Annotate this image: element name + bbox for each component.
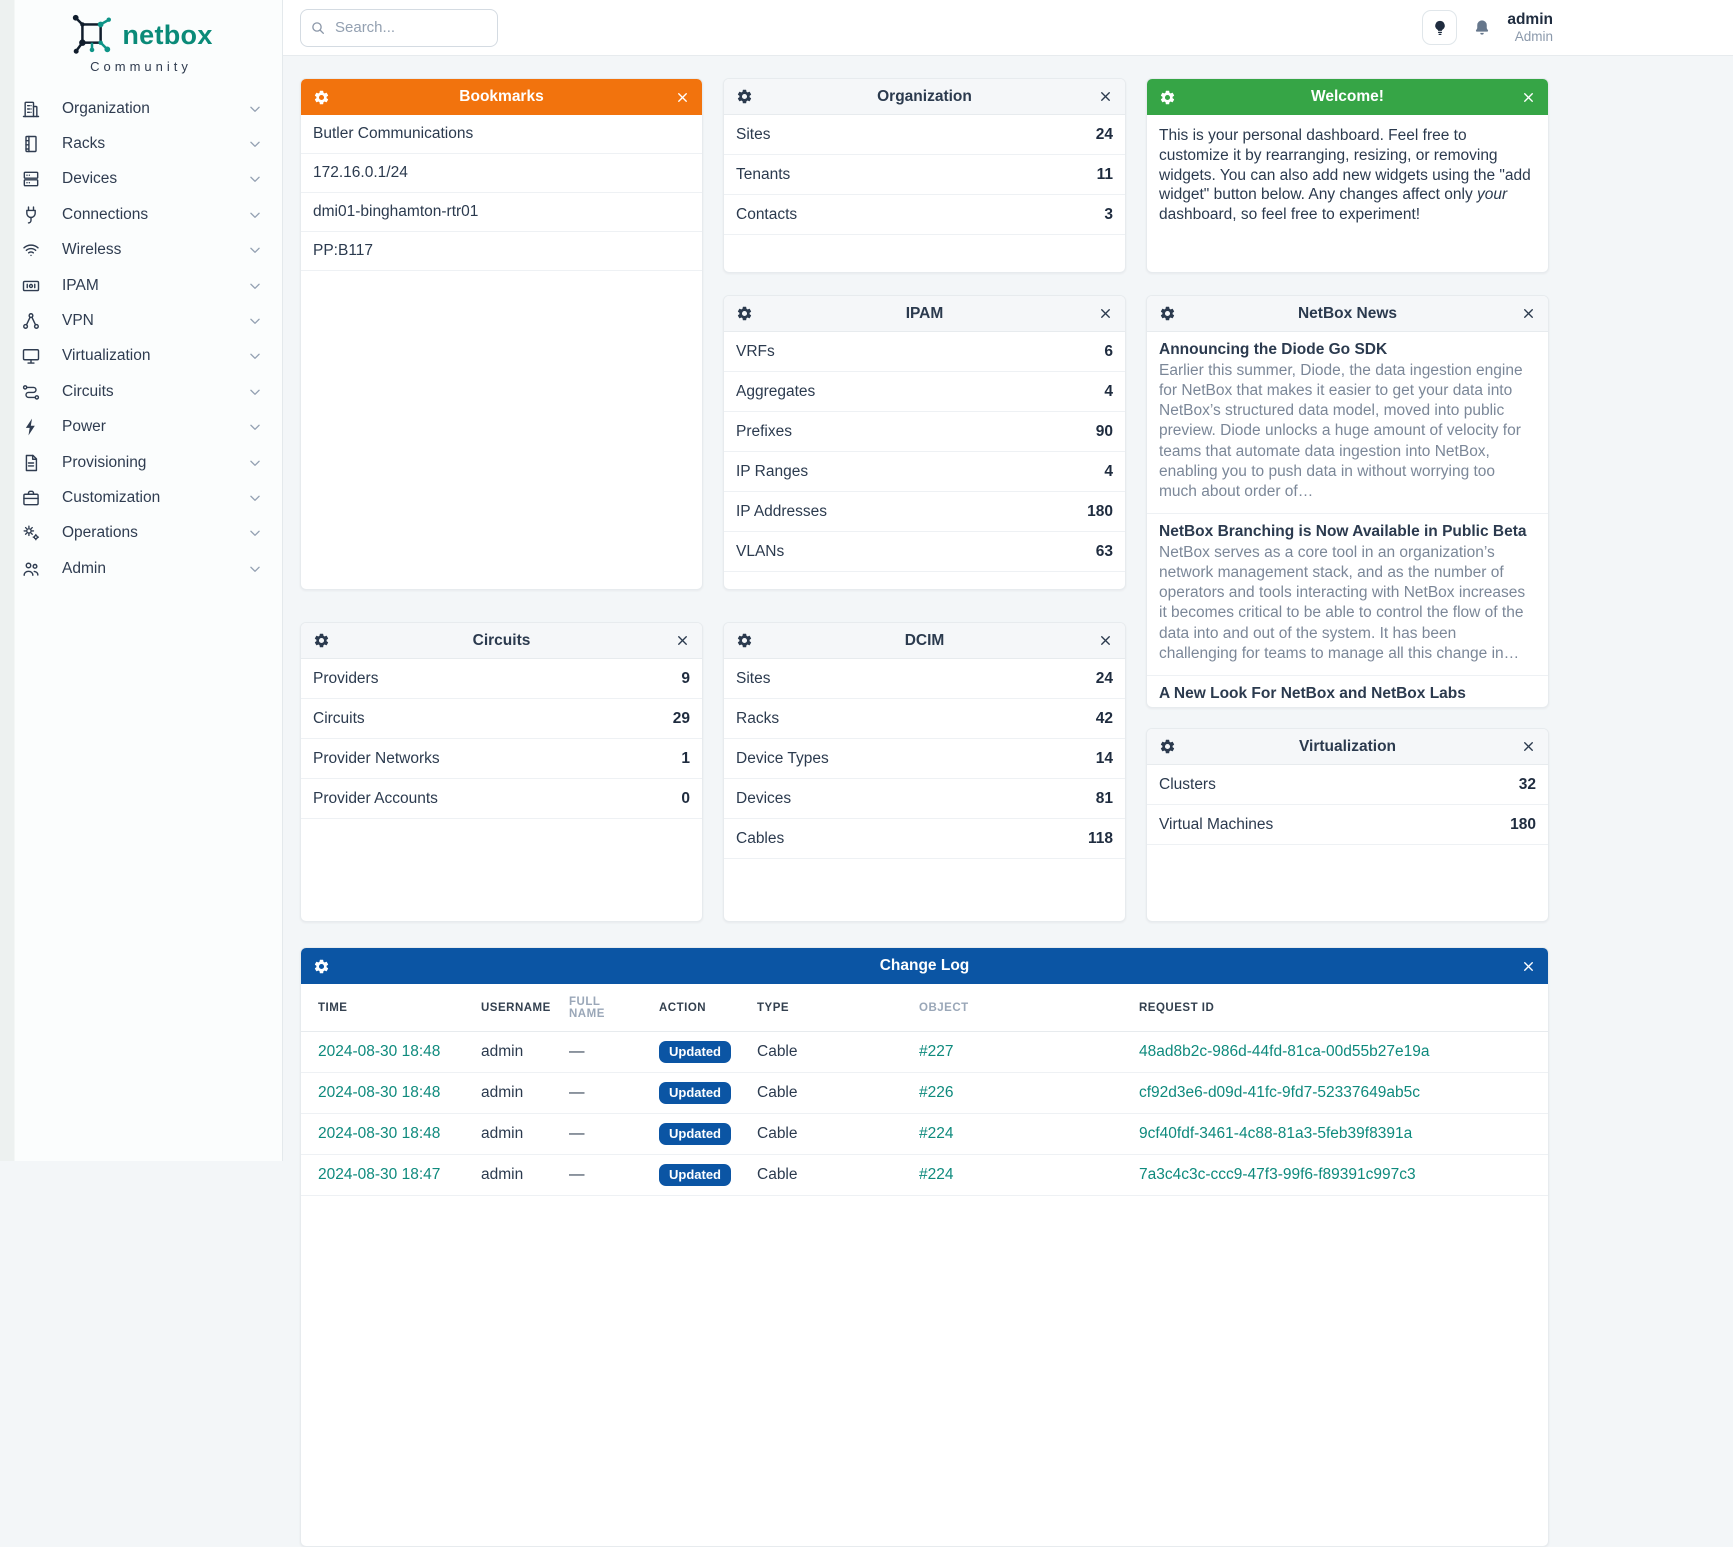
sidebar-item[interactable] <box>0 233 282 268</box>
widget-title: Circuits <box>472 631 531 649</box>
ipam-icon <box>21 276 41 296</box>
stat-label[interactable]: Aggregates <box>736 382 816 400</box>
stat-list <box>301 659 702 819</box>
sidebar-item[interactable] <box>0 551 282 586</box>
chevron-down-icon <box>248 420 262 434</box>
stat-row <box>724 739 1125 779</box>
stat-list <box>724 115 1125 235</box>
stat-label[interactable]: Device Types <box>736 749 829 767</box>
widget-header <box>724 623 1125 659</box>
column-header: FULL NAME <box>559 984 649 1032</box>
sidebar-item-label: Provisioning <box>62 453 147 471</box>
column-header: USERNAME <box>471 984 559 1032</box>
stat-row <box>724 155 1125 195</box>
widget-title: Virtualization <box>1298 737 1397 755</box>
sidebar-item[interactable] <box>0 162 282 197</box>
gear-icon[interactable] <box>736 305 753 322</box>
sidebar-item-label: Devices <box>62 170 118 188</box>
widget-header <box>724 296 1125 332</box>
widget-title: Change Log <box>879 957 970 974</box>
action-badge: Updated <box>659 1164 731 1186</box>
object-link[interactable]: #224 <box>919 1125 954 1142</box>
widget-bookmarks <box>300 78 703 590</box>
stat-value: 29 <box>672 709 690 727</box>
object-link[interactable]: #226 <box>919 1084 954 1101</box>
widget-dcim <box>723 622 1126 922</box>
sidebar-item-label: Racks <box>62 135 106 153</box>
stat-value: 9 <box>681 669 690 687</box>
operations-icon <box>21 523 41 543</box>
widget-header <box>1147 729 1548 765</box>
sidebar-item[interactable] <box>0 516 282 551</box>
stat-value: 1 <box>681 749 690 767</box>
widget-title: NetBox News <box>1297 304 1398 322</box>
chevron-down-icon <box>248 456 262 470</box>
stat-row <box>301 739 702 779</box>
bookmark-link[interactable]: PP:B117 <box>301 232 702 271</box>
widget-change-log <box>300 947 1549 1547</box>
sidebar-item-label: Power <box>62 418 106 436</box>
widget-circuits <box>300 622 703 922</box>
news-item <box>1147 676 1548 708</box>
stat-value: 11 <box>1096 165 1113 183</box>
power-icon <box>21 417 41 437</box>
type-cell: Cable <box>747 1155 909 1196</box>
action-badge: Updated <box>659 1041 731 1063</box>
news-list <box>1147 332 1548 708</box>
stat-value: 0 <box>681 789 690 807</box>
sidebar-item[interactable] <box>0 197 282 232</box>
stat-row <box>301 659 702 699</box>
stat-label[interactable]: Provider Accounts <box>313 789 438 807</box>
stat-value: 24 <box>1095 125 1113 143</box>
type-cell: Cable <box>747 1032 909 1073</box>
sidebar-item-label: Customization <box>62 488 161 506</box>
admin-icon <box>21 559 41 579</box>
stat-value: 4 <box>1104 462 1113 480</box>
stat-value: 81 <box>1095 789 1113 807</box>
stat-row <box>301 699 702 739</box>
sidebar-item[interactable] <box>0 410 282 445</box>
chevron-down-icon <box>248 243 262 257</box>
sidebar-item-label: Wireless <box>62 241 122 259</box>
sidebar-item[interactable] <box>0 374 282 409</box>
news-summary: Earlier this summer, Diode, the data ingestion engine for NetBox that makes it easier to get your data into NetBox’s structured data model, moved into public preview. Diode unlocks a huge amount of velocity for teams that automate data ingestion into NetBox, enabling you to push data in without worrying too much about order of… <box>1159 362 1523 500</box>
news-headline-link[interactable]: A New Look For NetBox and NetBox Labs <box>1159 684 1466 702</box>
full-name-cell: — <box>559 1155 649 1196</box>
stat-label[interactable]: Providers <box>313 669 379 687</box>
stat-row <box>724 452 1125 492</box>
chevron-down-icon <box>248 526 262 540</box>
brand-name: netbox <box>122 19 213 50</box>
stat-value: 42 <box>1095 709 1113 727</box>
stat-label[interactable]: Sites <box>736 125 771 143</box>
column-header: TIME <box>301 984 471 1032</box>
widget-header <box>724 79 1125 115</box>
close-icon[interactable] <box>1098 89 1113 104</box>
sidebar-item-label: Connections <box>62 205 149 223</box>
sidebar-item[interactable] <box>0 268 282 303</box>
stat-label[interactable]: VRFs <box>736 342 775 360</box>
column-header: REQUEST ID <box>1129 984 1548 1032</box>
bookmark-link[interactable]: dmi01-binghamton-rtr01 <box>301 193 702 232</box>
sidebar-item[interactable] <box>0 303 282 338</box>
user-menu[interactable] <box>1507 11 1553 44</box>
sidebar-item[interactable] <box>0 126 282 161</box>
object-link[interactable]: #224 <box>919 1166 954 1183</box>
close-icon[interactable] <box>1521 959 1536 974</box>
brand[interactable] <box>0 0 282 74</box>
stat-label[interactable]: Tenants <box>736 165 791 183</box>
connections-icon <box>21 205 41 225</box>
stat-label[interactable]: Racks <box>736 709 780 727</box>
gear-icon[interactable] <box>1159 305 1176 322</box>
gear-icon[interactable] <box>736 88 753 105</box>
time-link[interactable]: 2024-08-30 18:48 <box>318 1084 441 1101</box>
bookmarks-list <box>301 115 702 271</box>
time-link[interactable]: 2024-08-30 18:48 <box>318 1043 441 1060</box>
stat-row <box>724 779 1125 819</box>
sidebar-item[interactable] <box>0 339 282 374</box>
sidebar-item[interactable] <box>0 445 282 480</box>
changelog-table <box>301 984 1548 1196</box>
sidebar-item-label: IPAM <box>62 276 99 294</box>
widget-netbox-news <box>1146 295 1549 708</box>
stat-label[interactable]: IP Ranges <box>736 462 809 480</box>
widget-title: DCIM <box>904 631 945 649</box>
sidebar-item[interactable] <box>0 480 282 515</box>
dashboard-column <box>300 78 703 922</box>
chevron-down-icon <box>248 172 262 186</box>
bookmark-link[interactable]: 172.16.0.1/24 <box>301 154 702 193</box>
news-summary: NetBox serves as a core tool in an organization’s network management stack, and as the number of operators and tools interacting with NetBox increases it becomes critical to be able to control the flow of the data into and out of the system. It has been challenging for teams to manage all this change in… <box>1159 543 1526 662</box>
news-headline-link[interactable]: NetBox Branching is Now Available in Public Beta <box>1159 522 1527 540</box>
time-link[interactable]: 2024-08-30 18:48 <box>318 1125 441 1142</box>
close-icon[interactable] <box>675 90 690 105</box>
widget-header <box>301 79 702 115</box>
stat-value: 3 <box>1104 205 1113 223</box>
sidebar-nav <box>0 91 282 586</box>
news-item <box>1147 332 1548 514</box>
full-name-cell: — <box>559 1032 649 1073</box>
widget-title: Welcome! <box>1311 88 1384 105</box>
gear-icon[interactable] <box>313 632 330 649</box>
username-cell: admin <box>471 1114 559 1155</box>
welcome-text: This is your personal dashboard. Feel free to customize it by rearranging, resizing, or removing widgets. You can also add new widgets using the "add widget" button below. Any changes affect only your dashboard, so feel free to experiment! <box>1159 127 1531 224</box>
user-role: Admin <box>1514 28 1553 44</box>
bell-icon[interactable] <box>1472 18 1492 38</box>
gear-icon[interactable] <box>1159 89 1176 106</box>
stat-row <box>724 412 1125 452</box>
action-badge: Updated <box>659 1082 731 1104</box>
stat-row <box>724 115 1125 155</box>
sidebar-item-label: Virtualization <box>62 347 151 365</box>
stat-label[interactable]: VLANs <box>736 542 785 560</box>
racks-icon <box>21 134 41 154</box>
table-row <box>301 1032 1548 1073</box>
object-link[interactable]: #227 <box>919 1043 954 1060</box>
organization-icon <box>21 99 41 119</box>
username-cell: admin <box>471 1032 559 1073</box>
request-id-link[interactable]: 9cf40fdf-3461-4c88-81a3-5feb39f8391a <box>1139 1125 1413 1142</box>
widget-organization <box>723 78 1126 273</box>
stat-label[interactable]: Virtual Machines <box>1159 815 1274 833</box>
dashboard <box>283 56 1733 1183</box>
stat-row <box>724 332 1125 372</box>
stat-label[interactable]: Devices <box>736 789 792 807</box>
lightbulb-icon <box>1431 19 1449 37</box>
customization-icon <box>21 488 41 508</box>
table-row <box>301 1114 1548 1155</box>
chevron-down-icon <box>248 349 262 363</box>
stat-label[interactable]: Provider Networks <box>313 749 440 767</box>
news-headline-link[interactable]: Announcing the Diode Go SDK <box>1159 341 1388 358</box>
close-icon[interactable] <box>1098 633 1113 648</box>
stat-row <box>724 372 1125 412</box>
sidebar-item-label: VPN <box>62 312 94 330</box>
widget-title: Organization <box>877 87 972 105</box>
search-input[interactable] <box>300 9 498 47</box>
stat-list <box>724 659 1125 859</box>
stat-value: 14 <box>1095 749 1113 767</box>
stat-row <box>301 779 702 819</box>
virtualization-icon <box>21 346 41 366</box>
type-cell: Cable <box>747 1114 909 1155</box>
request-id-link[interactable]: 7a3c4c3c-ccc9-47f3-99f6-f89391c997c3 <box>1139 1166 1416 1183</box>
dark-mode-toggle-button[interactable] <box>1422 10 1457 45</box>
stat-value: 118 <box>1087 829 1113 847</box>
sidebar-item[interactable] <box>0 91 282 126</box>
stat-value: 90 <box>1095 422 1113 440</box>
stat-label[interactable]: Cables <box>736 829 785 847</box>
search-icon <box>310 20 326 36</box>
devices-icon <box>21 169 41 189</box>
gear-icon[interactable] <box>313 89 330 106</box>
stat-label[interactable]: IP Addresses <box>736 502 828 520</box>
sidebar-item-label: Organization <box>62 99 150 117</box>
chevron-down-icon <box>248 491 262 505</box>
stat-list <box>1147 765 1548 845</box>
stat-value: 180 <box>1087 502 1113 520</box>
gear-icon[interactable] <box>313 958 330 975</box>
action-badge: Updated <box>659 1123 731 1145</box>
widget-welcome <box>1146 78 1549 273</box>
circuits-icon <box>21 382 41 402</box>
widget-title: Bookmarks <box>459 88 544 105</box>
chevron-down-icon <box>248 562 262 576</box>
chevron-down-icon <box>248 314 262 328</box>
stat-value: 4 <box>1104 382 1113 400</box>
gear-icon[interactable] <box>1159 738 1176 755</box>
widget-header <box>1147 296 1548 332</box>
news-item <box>1147 514 1548 676</box>
chevron-down-icon <box>248 137 262 151</box>
chevron-down-icon <box>248 208 262 222</box>
stat-value: 32 <box>1518 775 1536 793</box>
stat-row <box>724 195 1125 235</box>
stat-label[interactable]: Sites <box>736 669 771 687</box>
dashboard-column <box>723 78 1126 922</box>
sidebar-item-label: Admin <box>62 559 106 577</box>
request-id-link[interactable]: 48ad8b2c-986d-44fd-81ca-00d55b27e19a <box>1139 1043 1430 1060</box>
wireless-icon <box>21 240 41 260</box>
username-cell: admin <box>471 1155 559 1196</box>
table-header-row <box>301 984 1548 1032</box>
sidebar-item-label: Circuits <box>62 382 114 400</box>
sidebar-item-label: Operations <box>62 524 138 542</box>
time-link[interactable]: 2024-08-30 18:47 <box>318 1166 441 1183</box>
gear-icon[interactable] <box>736 632 753 649</box>
type-cell: Cable <box>747 1073 909 1114</box>
close-icon[interactable] <box>1098 306 1113 321</box>
username: admin <box>1507 11 1553 29</box>
stat-value: 180 <box>1510 815 1536 833</box>
request-id-link[interactable]: cf92d3e6-d09d-41fc-9fd7-52337649ab5c <box>1139 1084 1420 1101</box>
column-header: TYPE <box>747 984 909 1032</box>
stat-list <box>724 332 1125 572</box>
stat-value: 24 <box>1095 669 1113 687</box>
widget-ipam <box>723 295 1126 590</box>
close-icon[interactable] <box>1521 306 1536 321</box>
vpn-icon <box>21 311 41 331</box>
dashboard-column <box>1146 78 1549 922</box>
widget-title: IPAM <box>905 304 944 322</box>
close-icon[interactable] <box>1521 739 1536 754</box>
widget-header <box>301 623 702 659</box>
stat-value: 6 <box>1104 342 1113 360</box>
stat-row <box>724 699 1125 739</box>
full-name-cell: — <box>559 1073 649 1114</box>
table-row <box>301 1073 1548 1114</box>
column-header: ACTION <box>649 984 747 1032</box>
chevron-down-icon <box>248 102 262 116</box>
stat-label[interactable]: Clusters <box>1159 775 1216 793</box>
stat-label[interactable]: Contacts <box>736 205 798 223</box>
stat-row <box>724 532 1125 572</box>
stat-row <box>724 492 1125 532</box>
topbar <box>283 0 1733 56</box>
full-name-cell: — <box>559 1114 649 1155</box>
bookmark-link[interactable]: Butler Communications <box>301 115 702 154</box>
stat-row <box>724 659 1125 699</box>
stat-row <box>724 819 1125 859</box>
widget-header <box>301 948 1548 984</box>
provisioning-icon <box>21 453 41 473</box>
sidebar <box>0 0 283 1161</box>
close-icon[interactable] <box>675 633 690 648</box>
widget-virtualization <box>1146 728 1549 922</box>
stat-label[interactable]: Prefixes <box>736 422 792 440</box>
username-cell: admin <box>471 1073 559 1114</box>
column-header: OBJECT <box>909 984 1129 1032</box>
close-icon[interactable] <box>1521 90 1536 105</box>
widget-header <box>1147 79 1548 115</box>
chevron-down-icon <box>248 385 262 399</box>
stat-value: 63 <box>1095 542 1113 560</box>
stat-row <box>1147 805 1548 845</box>
chevron-down-icon <box>248 279 262 293</box>
stat-row <box>1147 765 1548 805</box>
netbox-logo <box>69 12 115 58</box>
brand-edition: Community <box>90 59 192 74</box>
stat-label[interactable]: Circuits <box>313 709 365 727</box>
